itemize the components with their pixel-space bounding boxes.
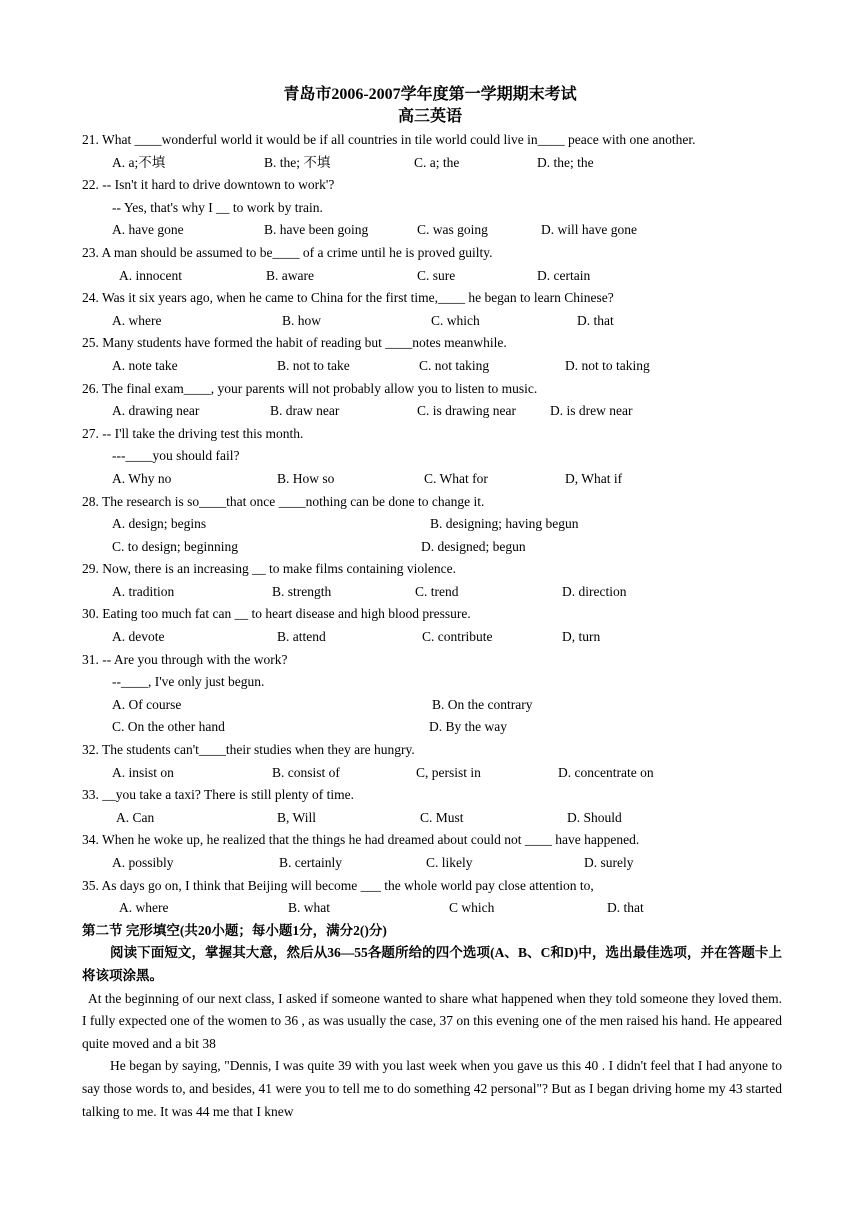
dialogue-line: --____, I've only just begun. <box>112 674 265 690</box>
option: D. is drew near <box>550 403 633 419</box>
option: C. to design; beginning <box>112 538 238 554</box>
option: D. Should <box>567 809 622 825</box>
option: D. not to taking <box>565 357 650 373</box>
option: D. that <box>607 900 644 916</box>
option: B, Will <box>277 809 316 825</box>
option: A. Of course <box>112 696 182 712</box>
option: D. designed; begun <box>421 538 526 554</box>
option-row <box>82 694 782 717</box>
option: A. design; begins <box>112 516 207 532</box>
option: A. innocent <box>119 267 182 283</box>
question-stem: 25. Many students have formed the habit of reading but ____notes meanwhile. <box>82 335 507 351</box>
option: B. attend <box>277 629 326 645</box>
option: B. how <box>282 312 322 328</box>
exam-body <box>82 129 782 1123</box>
option: B. How so <box>277 470 335 486</box>
option: D. direction <box>562 583 627 599</box>
option-row <box>82 716 782 739</box>
option-row <box>82 852 782 875</box>
question-stem: 21. What ____wonderful world it would be if all countries in tile world could live in____ peace with one another. <box>82 132 696 147</box>
option: C. not taking <box>419 357 490 373</box>
question-stem: 23. A man should be assumed to be____ of a crime until he is proved guilty. <box>82 244 493 260</box>
option: B. draw near <box>270 403 340 419</box>
option: C. trend <box>415 583 459 599</box>
option: C. is drawing near <box>417 403 516 419</box>
option: C. a; the <box>414 154 460 170</box>
option-row <box>82 400 782 423</box>
question-stem: 31. -- Are you through with the work? <box>82 651 288 667</box>
option: B. strength <box>272 583 332 599</box>
option: C. was going <box>417 222 488 238</box>
question-stem: 28. The research is so____that once ____nothing can be done to change it. <box>82 493 485 509</box>
option-row <box>82 897 782 920</box>
option: C. contribute <box>422 629 493 645</box>
exam-title: 青岛市2006-2007学年度第一学期期末考试 <box>283 86 577 103</box>
option: A. where <box>112 312 162 328</box>
option: C. What for <box>424 470 488 486</box>
option: D. that <box>577 312 614 328</box>
option: A. possibly <box>112 855 174 870</box>
option-row <box>82 468 782 491</box>
option: A. devote <box>112 629 165 645</box>
exam-subtitle: 高三英语 <box>397 108 462 125</box>
question-stem: 29. Now, there is an increasing __ to make films containing violence. <box>82 561 457 577</box>
option: B. what <box>288 900 330 916</box>
option: D. concentrate on <box>558 764 654 780</box>
option-row <box>82 219 782 242</box>
question-stem: 35. As days go on, I think that Beijing will become ___ the whole world pay close attention to, <box>82 877 594 893</box>
question-stem: 33. __you take a taxi? There is still plenty of time. <box>82 787 354 803</box>
option: D. By the way <box>429 719 507 735</box>
option: A. drawing near <box>112 403 200 419</box>
option: B. certainly <box>279 855 342 870</box>
option-row <box>82 581 782 604</box>
question-stem: 32. The students can't____their studies when they are hungry. <box>82 742 415 758</box>
question-stem: 26. The final exam____, your parents will not probably allow you to listen to music. <box>82 380 538 396</box>
option: A. where <box>119 900 169 916</box>
passage-paragraph: At the beginning of our next class, I asked if someone wanted to share what happened when they told someone they loved them. I fully expected one of the women to 36 , as was usually the case, 37 on this evening one of the men raised his hand. He appeared quite moved and a bit 38 <box>82 990 782 1051</box>
option: B. the; 不填 <box>264 154 331 170</box>
option-row <box>82 513 782 536</box>
question-stem: 27. -- I'll take the driving test this month. <box>82 425 304 441</box>
option: A. insist on <box>112 764 174 780</box>
option: D, What if <box>565 470 623 486</box>
option-row <box>82 310 782 333</box>
option: B. consist of <box>272 764 340 780</box>
question-stem: 30. Eating too much fat can __ to heart disease and high blood pressure. <box>82 606 471 622</box>
option: C, persist in <box>416 764 481 780</box>
option-row <box>82 536 782 559</box>
option: D. will have gone <box>541 222 637 238</box>
option-row <box>82 762 782 785</box>
section-heading: 第二节 完形填空(共20小题；每小题1分，满分2()分) <box>82 922 387 938</box>
option: A. note take <box>112 357 178 373</box>
passage-paragraph: He began by saying, "Dennis, I was quite 39 with you last week when you gave us this 40 . I didn't feel that I had anyone to say those words to, and besides, 41 were you to tell me to do something 42 personal"? But as I began driving home my 43 started talking to me. It was 44 me that I knew <box>82 1058 782 1119</box>
option: A. tradition <box>112 583 175 599</box>
question-dialogue <box>82 671 782 694</box>
option: D, turn <box>562 629 601 645</box>
option: B. On the contrary <box>432 696 533 712</box>
question-stem: 24. Was it six years ago, when he came to China for the first time,____ he began to learn Chinese? <box>82 290 614 306</box>
option: B. designing; having begun <box>430 516 579 532</box>
question-dialogue <box>82 197 782 220</box>
option-row <box>82 626 782 649</box>
question-dialogue <box>82 445 782 468</box>
dialogue-line: ---____you should fail? <box>112 448 240 464</box>
option: C. sure <box>417 267 456 283</box>
option: C. On the other hand <box>112 719 225 735</box>
option-row <box>82 807 782 830</box>
option-row <box>82 355 782 378</box>
option: C. which <box>431 312 480 328</box>
section-instructions: 阅读下面短文，掌握其大意，然后从36—55各题所给的四个选项(A、B、C和D)中，选出最佳选项，并在答题卡上将该项涂黑。 <box>82 945 782 983</box>
option: B. aware <box>266 267 314 283</box>
question-stem: 34. When he woke up, he realized that the things he had dreamed about could not ____ have happened. <box>82 832 640 848</box>
option: B. have been going <box>264 222 369 238</box>
option: D. the; the <box>537 154 594 170</box>
option: D. certain <box>537 267 591 283</box>
option: A. have gone <box>112 222 184 238</box>
option: B. not to take <box>277 357 350 373</box>
option-row <box>82 152 782 175</box>
option: A. a;不填 <box>112 154 166 170</box>
option: A. Why no <box>112 470 172 486</box>
option: C which <box>449 900 495 916</box>
option: C. Must <box>420 809 464 825</box>
option: A. Can <box>116 809 155 825</box>
option-row <box>82 265 782 288</box>
option: C. likely <box>426 855 473 870</box>
option: D. surely <box>584 855 634 870</box>
question-stem: 22. -- Isn't it hard to drive downtown to work'? <box>82 177 335 193</box>
dialogue-line: -- Yes, that's why I __ to work by train. <box>112 199 323 215</box>
